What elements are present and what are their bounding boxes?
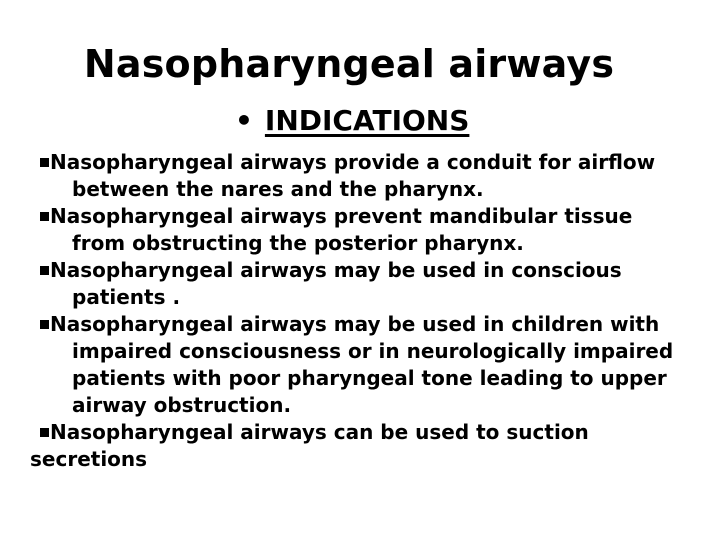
subtitle-text: INDICATIONS [264, 104, 470, 137]
square-bullet-icon [40, 428, 49, 437]
list-item [30, 203, 690, 257]
list-item [30, 257, 690, 311]
round-bullet-icon: • [235, 104, 253, 137]
list-item-text: Nasopharyngeal airways may be used in children with impaired consciousness or in neurologically impaired patients with poor pharyngeal tone leading to upper airway obstruction. [50, 312, 674, 417]
list-item-text: Nasopharyngeal airways provide a conduit for airflow between the nares and the pharynx. [50, 150, 656, 201]
list-item-text: Nasopharyngeal airways prevent mandibular tissue from obstructing the posterior pharynx. [50, 204, 633, 255]
list-item-text: Nasopharyngeal airways may be used in conscious patients . [50, 258, 622, 309]
square-bullet-icon [40, 212, 49, 221]
slide-subtitle [235, 104, 469, 137]
square-bullet-icon [40, 158, 49, 167]
slide-title: Nasopharyngeal airways [83, 42, 615, 86]
indications-list [30, 149, 690, 473]
list-item-text-continuation: secretions [30, 447, 148, 471]
list-item [30, 311, 690, 419]
square-bullet-icon [40, 266, 49, 275]
list-item-text: Nasopharyngeal airways can be used to suction [50, 420, 589, 444]
square-bullet-icon [40, 320, 49, 329]
list-item [30, 149, 690, 203]
list-item [30, 419, 690, 473]
